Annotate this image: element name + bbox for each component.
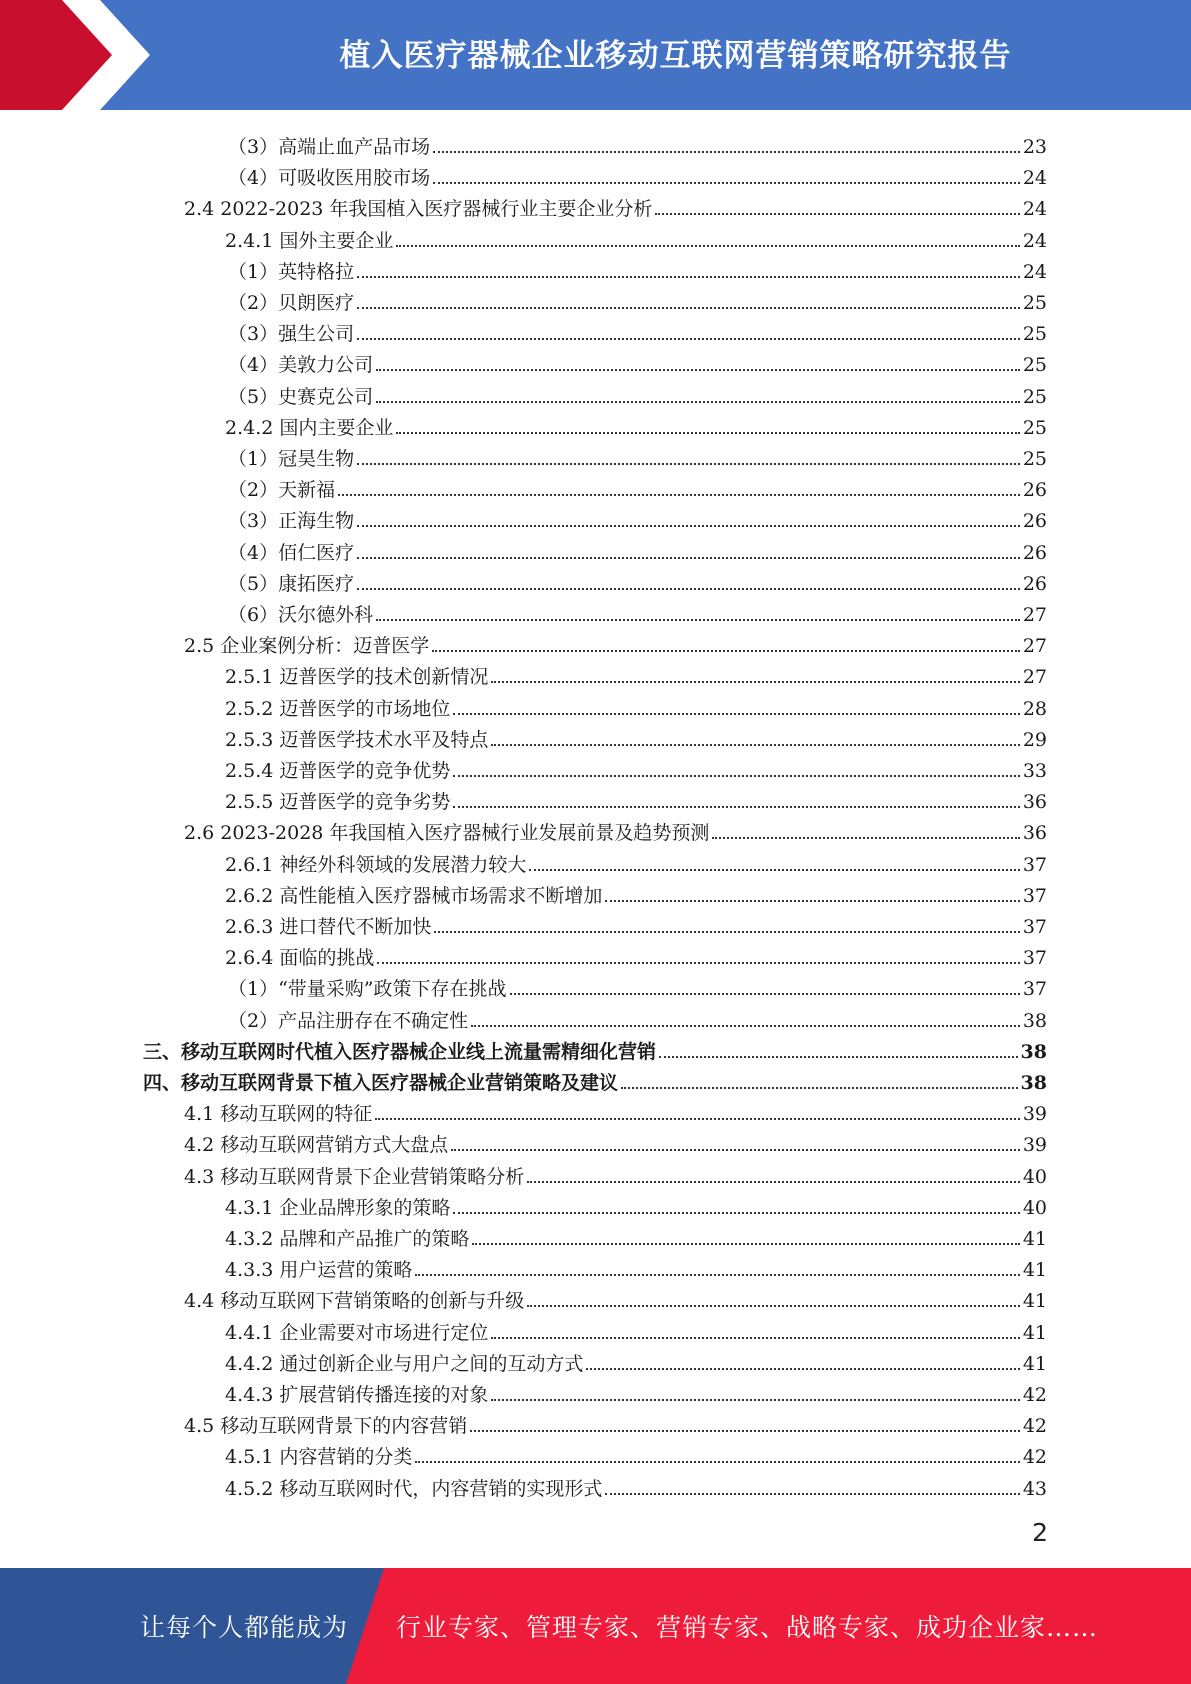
toc-entry[interactable] <box>225 1220 1047 1251</box>
toc-dot-leader <box>471 1025 1020 1027</box>
toc-entry-label: 4.5.1 内容营销的分类 <box>225 1446 413 1469</box>
toc-entry[interactable] <box>228 253 1047 284</box>
toc-entry[interactable] <box>225 1470 1047 1501</box>
toc-entry[interactable] <box>225 658 1047 689</box>
toc-entry-page: 41 <box>1022 1259 1047 1282</box>
toc-entry-page: 42 <box>1022 1384 1047 1406</box>
toc-entry[interactable] <box>225 1314 1047 1345</box>
toc-dot-leader <box>491 1337 1019 1339</box>
toc-entry-label: 4.4.1 企业需要对市场进行定位 <box>225 1321 489 1344</box>
toc-entry-page: 25 <box>1022 385 1047 408</box>
toc-entry-page: 41 <box>1022 1321 1047 1344</box>
toc-entry[interactable] <box>228 346 1047 377</box>
toc-entry-page: 36 <box>1022 791 1047 814</box>
toc-entry[interactable] <box>225 409 1047 440</box>
toc-entry[interactable] <box>228 534 1047 565</box>
toc-dot-leader <box>357 338 1020 340</box>
footer-slogan-right: 行业专家、管理专家、营销专家、战略专家、成功企业家…… <box>396 1613 1099 1642</box>
toc-entry[interactable] <box>228 970 1047 1001</box>
toc-entry-label: 2.6.4 面临的挑战 <box>225 947 375 970</box>
toc-entry-page: 25 <box>1022 448 1047 470</box>
toc-entry-label: 4.3.1 企业品牌形象的策略 <box>225 1196 451 1219</box>
toc-dot-leader <box>432 650 1020 652</box>
toc-entry-label: 2.5.4 迈普医学的竞争优势 <box>225 760 451 782</box>
toc-dot-leader <box>434 931 1019 933</box>
toc-entry[interactable] <box>228 565 1047 596</box>
toc-entry-page: 24 <box>1022 260 1047 283</box>
toc-entry-page: 41 <box>1022 1352 1047 1375</box>
toc-entry-label: （1）“带量采购”政策下存在挑战 <box>228 978 507 1001</box>
toc-entry-label: （4）佰仁医疗 <box>228 541 355 564</box>
toc-entry-label: 2.5.5 迈普医学的竞争劣势 <box>225 791 451 814</box>
toc-entry[interactable] <box>225 908 1047 939</box>
toc-entry-label: 2.5.2 迈普医学的市场地位 <box>225 697 451 720</box>
toc-entry-page: 33 <box>1022 760 1047 782</box>
toc-dot-leader <box>605 1493 1019 1495</box>
toc-entry-page: 25 <box>1022 292 1047 314</box>
toc-dot-leader <box>527 1181 1020 1183</box>
toc-entry-label: （5）康拓医疗 <box>228 572 355 595</box>
toc-entry[interactable] <box>225 1438 1047 1469</box>
toc-entry-page: 39 <box>1022 1134 1047 1157</box>
toc-entry-page: 41 <box>1022 1290 1047 1313</box>
toc-entry[interactable] <box>228 471 1047 502</box>
toc-entry-label: （3）强生公司 <box>228 323 355 346</box>
toc-entry-page: 26 <box>1022 541 1047 564</box>
toc-dot-leader <box>357 276 1020 278</box>
toc-dot-leader <box>375 1118 1020 1120</box>
toc-entry-page: 41 <box>1022 1228 1047 1250</box>
toc-entry[interactable] <box>225 721 1047 752</box>
toc-entry[interactable] <box>228 128 1047 159</box>
toc-dot-leader <box>433 151 1020 153</box>
toc-entry-page: 27 <box>1022 635 1047 658</box>
toc-dot-leader <box>655 213 1019 215</box>
toc-entry-label: 2.4.1 国外主要企业 <box>225 229 394 252</box>
toc-entry-label: （2）产品注册存在不确定性 <box>228 1009 469 1032</box>
toc-entry-label: （4）美敦力公司 <box>228 354 374 377</box>
toc-entry[interactable] <box>184 1407 1047 1438</box>
toc-entry-page: 43 <box>1022 1477 1047 1500</box>
toc-entry-label: 4.2 移动互联网营销方式大盘点 <box>184 1134 449 1157</box>
toc-entry-page: 27 <box>1022 604 1047 626</box>
toc-dot-leader <box>453 713 1019 715</box>
toc-entry-label: （1）冠昊生物 <box>228 448 355 470</box>
toc-entry[interactable] <box>225 939 1047 970</box>
toc-entry-page: 26 <box>1022 510 1047 533</box>
toc-dot-leader <box>377 962 1019 964</box>
toc-entry-label: 4.5.2 移动互联网时代，内容营销的实现形式 <box>225 1477 603 1500</box>
toc-entry-page: 26 <box>1022 572 1047 595</box>
toc-dot-leader <box>453 775 1019 777</box>
toc-dot-leader <box>357 307 1020 309</box>
toc-entry-page: 37 <box>1022 947 1047 970</box>
toc-entry-page: 38 <box>1020 1072 1047 1094</box>
toc-entry-label: （4）可吸收医用胶市场 <box>228 167 431 190</box>
toc-dot-leader <box>451 1149 1020 1151</box>
toc-entry[interactable] <box>184 190 1047 221</box>
toc-entry-label: 四、移动互联网背景下植入医疗器械企业营销策略及建议 <box>143 1072 619 1094</box>
toc-dot-leader <box>527 1305 1020 1307</box>
toc-entry-label: （3）正海生物 <box>228 510 355 533</box>
toc-dot-leader <box>605 900 1019 902</box>
toc-entry-label: 三、移动互联网时代植入医疗器械企业线上流量需精细化营销 <box>143 1040 657 1063</box>
toc-entry-page: 38 <box>1022 1009 1047 1032</box>
toc-entry[interactable] <box>225 1251 1047 1282</box>
toc-entry[interactable] <box>184 1095 1047 1126</box>
toc-dot-leader <box>357 588 1020 590</box>
toc-dot-leader <box>491 1399 1019 1401</box>
toc-dot-leader <box>453 806 1019 808</box>
toc-dot-leader <box>396 432 1019 434</box>
toc-dot-leader <box>712 837 1019 839</box>
toc-entry-label: 2.6.2 高性能植入医疗器械市场需求不断增加 <box>225 884 603 907</box>
toc-entry-page: 25 <box>1022 354 1047 377</box>
toc-entry-label: 2.6.1 神经外科领域的发展潜力较大 <box>225 853 527 876</box>
toc-entry-page: 42 <box>1022 1446 1047 1469</box>
toc-entry-label: 4.3.2 品牌和产品推广的策略 <box>225 1228 470 1250</box>
page-number: 2 <box>1032 1518 1048 1547</box>
toc-entry[interactable] <box>228 315 1047 346</box>
toc-entry[interactable] <box>225 1189 1047 1220</box>
toc-entry-label: 4.4.2 通过创新企业与用户之间的互动方式 <box>225 1352 584 1375</box>
toc-entry-label: 2.4.2 国内主要企业 <box>225 416 394 439</box>
toc-entry[interactable] <box>225 690 1047 721</box>
toc-entry[interactable] <box>225 222 1047 253</box>
toc-entry-label: 2.4 2022-2023 年我国植入医疗器械行业主要企业分析 <box>184 198 653 221</box>
toc-entry-page: 40 <box>1022 1165 1047 1188</box>
toc-dot-leader <box>470 1430 1020 1432</box>
toc-entry-label: 2.6.3 进口替代不断加快 <box>225 916 432 938</box>
toc-dot-leader <box>453 1212 1019 1214</box>
toc-entry-page: 42 <box>1022 1415 1047 1438</box>
toc-entry-page: 24 <box>1022 198 1047 221</box>
toc-entry-label: 2.5.3 迈普医学技术水平及特点 <box>225 728 489 751</box>
toc-entry[interactable] <box>143 1033 1047 1064</box>
toc-entry[interactable] <box>225 1345 1047 1376</box>
toc-entry-label: 2.5 企业案例分析：迈普医学 <box>184 635 430 658</box>
toc-dot-leader <box>659 1056 1018 1058</box>
page-header <box>0 0 1191 110</box>
toc-entry-page: 25 <box>1022 323 1047 346</box>
toc-entry-page: 29 <box>1022 728 1047 751</box>
toc-entry[interactable] <box>184 814 1047 845</box>
toc-entry-page: 24 <box>1022 229 1047 252</box>
toc-entry-page: 40 <box>1022 1196 1047 1219</box>
toc-entry-label: 2.6 2023-2028 年我国植入医疗器械行业发展前景及趋势预测 <box>184 822 710 845</box>
toc-dot-leader <box>376 619 1020 621</box>
toc-entry-page: 27 <box>1022 666 1047 689</box>
toc-dot-leader <box>415 1461 1019 1463</box>
toc-entry-page: 37 <box>1022 916 1047 938</box>
toc-dot-leader <box>338 494 1020 496</box>
page-footer <box>0 1568 1191 1684</box>
toc-entry-label: 4.1 移动互联网的特征 <box>184 1103 373 1126</box>
toc-dot-leader <box>586 1368 1019 1370</box>
footer-slogan-left: 让每个人都能成为 <box>140 1613 349 1642</box>
toc-entry-label: 4.3 移动互联网背景下企业营销策略分析 <box>184 1165 525 1188</box>
toc-entry[interactable] <box>143 1064 1047 1095</box>
toc-entry-label: 4.4.3 扩展营销传播连接的对象 <box>225 1384 489 1406</box>
header-chevron-graphic <box>0 0 160 110</box>
toc-dot-leader <box>376 369 1020 371</box>
toc-entry-page: 25 <box>1022 416 1047 439</box>
toc-entry-label: （5）史赛克公司 <box>228 385 374 408</box>
toc-dot-leader <box>510 993 1020 995</box>
toc-dot-leader <box>415 1274 1019 1276</box>
toc-entry-label: 4.3.3 用户运营的策略 <box>225 1259 413 1282</box>
toc-dot-leader <box>396 245 1019 247</box>
toc-entry-label: （3）高端止血产品市场 <box>228 136 431 158</box>
toc-entry-page: 24 <box>1022 167 1047 190</box>
toc-entry[interactable] <box>225 752 1047 783</box>
toc-entry[interactable] <box>228 502 1047 533</box>
toc-dot-leader <box>433 182 1020 184</box>
toc-entry-label: 4.4 移动互联网下营销策略的创新与升级 <box>184 1290 525 1313</box>
toc-entry[interactable] <box>228 1002 1047 1033</box>
toc-entry[interactable] <box>228 440 1047 471</box>
toc-entry[interactable] <box>184 1282 1047 1313</box>
toc-dot-leader <box>621 1087 1018 1089</box>
toc-dot-leader <box>491 681 1019 683</box>
toc-entry-page: 23 <box>1022 136 1047 158</box>
toc-entry[interactable] <box>228 378 1047 409</box>
toc-dot-leader <box>357 463 1020 465</box>
toc-dot-leader <box>357 557 1020 559</box>
toc-dot-leader <box>376 401 1020 403</box>
toc-dot-leader <box>529 869 1019 871</box>
toc-entry-page: 39 <box>1022 1103 1047 1126</box>
toc-entry[interactable] <box>228 596 1047 627</box>
toc-entry-page: 37 <box>1022 884 1047 907</box>
toc-dot-leader <box>491 744 1019 746</box>
toc-entry-page: 37 <box>1022 853 1047 876</box>
toc-entry-label: （6）沃尔德外科 <box>228 604 374 626</box>
toc-entry[interactable] <box>184 1126 1047 1157</box>
toc-entry[interactable] <box>228 284 1047 315</box>
report-title: 植入医疗器械企业移动互联网营销策略研究报告 <box>339 37 1012 74</box>
toc-entry-page: 28 <box>1022 697 1047 720</box>
toc-entry-label: （1）英特格拉 <box>228 260 355 283</box>
toc-dot-leader <box>357 525 1020 527</box>
toc-entry-page: 38 <box>1020 1040 1047 1063</box>
toc-entry[interactable] <box>225 877 1047 908</box>
toc-entry[interactable] <box>225 783 1047 814</box>
toc-dot-leader <box>472 1243 1019 1245</box>
toc-entry-page: 36 <box>1022 822 1047 845</box>
toc-entry[interactable] <box>184 627 1047 658</box>
toc-entry-label: （2）贝朗医疗 <box>228 292 355 314</box>
toc-entry[interactable] <box>225 1376 1047 1407</box>
toc-entry-label: 4.5 移动互联网背景下的内容营销 <box>184 1415 468 1438</box>
toc-entry-label: （2）天新福 <box>228 479 336 502</box>
toc-entry[interactable] <box>225 846 1047 877</box>
toc-entry[interactable] <box>184 1158 1047 1189</box>
toc-entry-label: 2.5.1 迈普医学的技术创新情况 <box>225 666 489 689</box>
toc-entry-page: 26 <box>1022 479 1047 502</box>
toc-entry-page: 37 <box>1022 978 1047 1001</box>
toc-entry[interactable] <box>228 159 1047 190</box>
